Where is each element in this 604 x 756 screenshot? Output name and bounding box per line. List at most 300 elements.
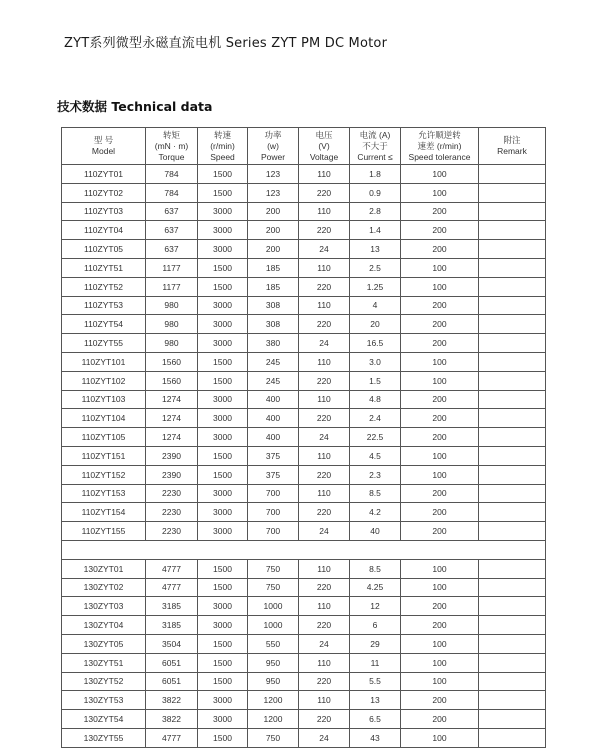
table-cell-power: 380 — [248, 334, 299, 353]
table-cell-torque: 1274 — [146, 390, 198, 409]
document-title: ZYT系列微型永磁直流电机 Series ZYT PM DC Motor — [64, 36, 388, 51]
table-cell-model: 130ZYT02 — [62, 578, 146, 597]
table-body — [62, 165, 546, 748]
table-cell-voltage: 110 — [299, 390, 350, 409]
table-cell-speed: 3000 — [198, 296, 248, 315]
table-row — [62, 691, 546, 710]
table-cell-torque: 1560 — [146, 371, 198, 390]
column-header-line: 不大于 — [362, 140, 388, 151]
table-row — [62, 334, 546, 353]
column-header-speed-tolerance — [401, 128, 479, 165]
table-cell-remark — [479, 296, 546, 315]
table-cell-voltage: 220 — [299, 183, 350, 202]
table-cell-remark — [479, 672, 546, 691]
column-header-speed — [198, 128, 248, 165]
table-row — [62, 165, 546, 184]
table-cell-voltage: 110 — [299, 653, 350, 672]
table-cell-speed: 1500 — [198, 465, 248, 484]
table-cell-power: 400 — [248, 390, 299, 409]
table-cell-power: 750 — [248, 578, 299, 597]
column-header-line: 功率 — [264, 129, 282, 140]
table-cell-voltage: 24 — [299, 240, 350, 259]
table-cell-voltage: 24 — [299, 428, 350, 447]
table-row — [62, 672, 546, 691]
column-header-model — [62, 128, 146, 165]
table-cell-model: 130ZYT53 — [62, 691, 146, 710]
table-cell-remark — [479, 616, 546, 635]
table-cell-speed: 1500 — [198, 559, 248, 578]
table-row — [62, 315, 546, 334]
column-header-line: Speed — [210, 151, 235, 162]
table-cell-power: 245 — [248, 352, 299, 371]
table-cell-torque: 2390 — [146, 446, 198, 465]
table-cell-torque: 1274 — [146, 428, 198, 447]
table-cell-voltage: 220 — [299, 371, 350, 390]
table-cell-speed: 3000 — [198, 390, 248, 409]
table-cell-voltage: 220 — [299, 503, 350, 522]
table-cell-voltage: 110 — [299, 296, 350, 315]
table-cell-torque: 2230 — [146, 503, 198, 522]
table-cell-current: 1.8 — [350, 165, 401, 184]
table-cell-speed-tolerance: 200 — [401, 221, 479, 240]
column-header-line: Torque — [158, 151, 185, 162]
table-cell-torque: 784 — [146, 183, 198, 202]
table-row — [62, 578, 546, 597]
table-cell-current: 8.5 — [350, 484, 401, 503]
table-cell-model: 110ZYT155 — [62, 522, 146, 541]
table-cell-torque: 637 — [146, 202, 198, 221]
table-cell-speed-tolerance: 100 — [401, 371, 479, 390]
table-cell-model: 130ZYT54 — [62, 710, 146, 729]
table-row — [62, 390, 546, 409]
table-cell-speed: 3000 — [198, 597, 248, 616]
column-header-line: 电流 (A) — [359, 129, 391, 140]
table-cell-voltage: 24 — [299, 334, 350, 353]
table-cell-remark — [479, 390, 546, 409]
table-cell-model: 110ZYT104 — [62, 409, 146, 428]
table-row — [62, 240, 546, 259]
column-header-line: Current ≤ — [357, 151, 393, 162]
table-cell-current: 4.25 — [350, 578, 401, 597]
table-cell-voltage: 220 — [299, 578, 350, 597]
table-row — [62, 277, 546, 296]
table-cell-current: 11 — [350, 653, 401, 672]
table-cell-remark — [479, 240, 546, 259]
table-cell-current: 4 — [350, 296, 401, 315]
table-cell-power: 308 — [248, 296, 299, 315]
table-cell-voltage: 110 — [299, 559, 350, 578]
table-cell-speed-tolerance: 200 — [401, 240, 479, 259]
table-cell-speed: 3000 — [198, 428, 248, 447]
table-cell-remark — [479, 352, 546, 371]
column-header-line: 允许顺逆转 — [418, 129, 461, 140]
table-cell-current: 5.5 — [350, 672, 401, 691]
table-cell-speed: 1500 — [198, 183, 248, 202]
table-cell-power: 400 — [248, 409, 299, 428]
table-cell-power: 700 — [248, 522, 299, 541]
table-row — [62, 352, 546, 371]
table-cell-remark — [479, 484, 546, 503]
table-cell-speed-tolerance: 100 — [401, 465, 479, 484]
table-cell-speed-tolerance: 200 — [401, 710, 479, 729]
column-header-torque — [146, 128, 198, 165]
table-header-row — [62, 128, 546, 165]
table-cell-speed-tolerance: 200 — [401, 202, 479, 221]
table-cell-model: 130ZYT05 — [62, 634, 146, 653]
column-header-line: 型 号 — [93, 135, 114, 145]
table-cell-remark — [479, 165, 546, 184]
table-cell-model: 110ZYT05 — [62, 240, 146, 259]
column-header-line: Voltage — [309, 151, 339, 162]
column-header-remark — [479, 128, 546, 165]
table-row — [62, 221, 546, 240]
table-cell-speed-tolerance: 200 — [401, 616, 479, 635]
column-header-current — [350, 128, 401, 165]
table-cell-speed: 3000 — [198, 616, 248, 635]
table-cell-remark — [479, 446, 546, 465]
table-cell-speed: 3000 — [198, 484, 248, 503]
table-cell-remark — [479, 710, 546, 729]
table-cell-voltage: 220 — [299, 465, 350, 484]
column-header-line: (w) — [267, 140, 279, 151]
table-cell-speed: 1500 — [198, 446, 248, 465]
table-cell-power: 245 — [248, 371, 299, 390]
table-cell-torque: 2390 — [146, 465, 198, 484]
table-cell-remark — [479, 183, 546, 202]
table-cell-power: 375 — [248, 465, 299, 484]
table-cell-remark — [479, 691, 546, 710]
table-cell-speed-tolerance: 100 — [401, 352, 479, 371]
table-cell-remark — [479, 597, 546, 616]
table-cell-current: 6 — [350, 616, 401, 635]
table-cell-current: 4.5 — [350, 446, 401, 465]
group-separator-row — [62, 540, 546, 559]
table-cell-model: 110ZYT52 — [62, 277, 146, 296]
table-cell-speed: 1500 — [198, 653, 248, 672]
table-row — [62, 653, 546, 672]
table-cell-current: 4.8 — [350, 390, 401, 409]
table-cell-model: 110ZYT102 — [62, 371, 146, 390]
table-cell-power: 700 — [248, 484, 299, 503]
table-row — [62, 446, 546, 465]
table-cell-speed-tolerance: 200 — [401, 503, 479, 522]
table-cell-power: 375 — [248, 446, 299, 465]
table-cell-speed-tolerance: 200 — [401, 315, 479, 334]
table-cell-model: 110ZYT54 — [62, 315, 146, 334]
table-cell-voltage: 24 — [299, 634, 350, 653]
table-cell-power: 1200 — [248, 691, 299, 710]
table-cell-speed-tolerance: 200 — [401, 522, 479, 541]
table-cell-torque: 4777 — [146, 578, 198, 597]
table-cell-remark — [479, 522, 546, 541]
table-cell-current: 20 — [350, 315, 401, 334]
table-cell-speed: 3000 — [198, 240, 248, 259]
table-cell-torque: 980 — [146, 315, 198, 334]
table-cell-voltage: 110 — [299, 597, 350, 616]
table-cell-speed-tolerance: 200 — [401, 409, 479, 428]
table-cell-voltage: 220 — [299, 616, 350, 635]
table-cell-torque: 980 — [146, 334, 198, 353]
table-cell-torque: 784 — [146, 165, 198, 184]
table-cell-voltage: 110 — [299, 484, 350, 503]
group-separator-cell — [62, 540, 546, 559]
table-cell-current: 1.25 — [350, 277, 401, 296]
table-cell-model: 110ZYT105 — [62, 428, 146, 447]
table-cell-current: 0.9 — [350, 183, 401, 202]
table-cell-power: 1200 — [248, 710, 299, 729]
table-cell-voltage: 220 — [299, 277, 350, 296]
table-cell-remark — [479, 221, 546, 240]
column-header-line: Speed tolerance — [408, 151, 471, 162]
table-cell-model: 130ZYT52 — [62, 672, 146, 691]
table-cell-current: 1.4 — [350, 221, 401, 240]
table-cell-current: 2.4 — [350, 409, 401, 428]
column-header-line: 附注 — [503, 135, 521, 145]
table-cell-speed-tolerance: 100 — [401, 183, 479, 202]
table-row — [62, 597, 546, 616]
table-cell-voltage: 24 — [299, 522, 350, 541]
table-cell-power: 123 — [248, 183, 299, 202]
table-cell-model: 130ZYT55 — [62, 728, 146, 747]
table-cell-speed: 3000 — [198, 710, 248, 729]
table-cell-speed-tolerance: 100 — [401, 653, 479, 672]
column-header-voltage — [299, 128, 350, 165]
table-cell-voltage: 110 — [299, 691, 350, 710]
table-row — [62, 371, 546, 390]
table-cell-current: 22.5 — [350, 428, 401, 447]
table-cell-power: 123 — [248, 165, 299, 184]
table-cell-torque: 2230 — [146, 522, 198, 541]
table-cell-remark — [479, 428, 546, 447]
table-cell-torque: 1274 — [146, 409, 198, 428]
table-row — [62, 296, 546, 315]
table-cell-speed-tolerance: 100 — [401, 277, 479, 296]
table-cell-power: 1000 — [248, 597, 299, 616]
column-header-line: (mN · m) — [154, 140, 189, 151]
table-cell-voltage: 110 — [299, 258, 350, 277]
table-cell-torque: 3185 — [146, 597, 198, 616]
table-cell-torque: 3185 — [146, 616, 198, 635]
table-cell-speed: 3000 — [198, 221, 248, 240]
table-cell-remark — [479, 465, 546, 484]
table-cell-model: 110ZYT103 — [62, 390, 146, 409]
table-cell-power: 750 — [248, 559, 299, 578]
table-cell-model: 110ZYT101 — [62, 352, 146, 371]
table-cell-model: 110ZYT53 — [62, 296, 146, 315]
table-cell-remark — [479, 653, 546, 672]
table-cell-speed: 1500 — [198, 277, 248, 296]
table-cell-remark — [479, 202, 546, 221]
table-cell-torque: 3504 — [146, 634, 198, 653]
table-cell-model: 130ZYT04 — [62, 616, 146, 635]
table-cell-current: 3.0 — [350, 352, 401, 371]
column-header-line: 速差 (r/min) — [417, 140, 462, 151]
table-cell-speed: 1500 — [198, 634, 248, 653]
table-row — [62, 465, 546, 484]
table-cell-remark — [479, 559, 546, 578]
table-cell-remark — [479, 409, 546, 428]
table-cell-remark — [479, 503, 546, 522]
table-cell-current: 12 — [350, 597, 401, 616]
table-cell-model: 130ZYT03 — [62, 597, 146, 616]
table-cell-voltage: 24 — [299, 728, 350, 747]
table-cell-torque: 2230 — [146, 484, 198, 503]
column-header-line: 电压 — [315, 129, 333, 140]
table-row — [62, 522, 546, 541]
table-cell-model: 130ZYT51 — [62, 653, 146, 672]
table-cell-power: 200 — [248, 240, 299, 259]
table-cell-speed: 1500 — [198, 672, 248, 691]
table-cell-torque: 637 — [146, 240, 198, 259]
table-cell-torque: 1177 — [146, 258, 198, 277]
table-cell-model: 110ZYT03 — [62, 202, 146, 221]
table-cell-current: 40 — [350, 522, 401, 541]
table-cell-current: 2.8 — [350, 202, 401, 221]
table-cell-voltage: 220 — [299, 315, 350, 334]
table-cell-voltage: 220 — [299, 221, 350, 240]
table-cell-speed: 3000 — [198, 202, 248, 221]
table-cell-speed-tolerance: 100 — [401, 672, 479, 691]
table-cell-model: 110ZYT01 — [62, 165, 146, 184]
table-cell-remark — [479, 277, 546, 296]
column-header-line: 转矩 — [162, 129, 180, 140]
table-cell-speed: 1500 — [198, 578, 248, 597]
table-row — [62, 616, 546, 635]
table-cell-torque: 3822 — [146, 710, 198, 729]
table-cell-speed-tolerance: 100 — [401, 258, 479, 277]
table-cell-torque: 6051 — [146, 653, 198, 672]
table-cell-power: 950 — [248, 653, 299, 672]
table-cell-torque: 1560 — [146, 352, 198, 371]
table-cell-current: 29 — [350, 634, 401, 653]
table-cell-model: 110ZYT151 — [62, 446, 146, 465]
table-cell-power: 550 — [248, 634, 299, 653]
table-cell-speed-tolerance: 100 — [401, 728, 479, 747]
table-cell-speed: 1500 — [198, 371, 248, 390]
table-cell-current: 2.5 — [350, 258, 401, 277]
table-cell-power: 200 — [248, 221, 299, 240]
table-cell-speed-tolerance: 200 — [401, 334, 479, 353]
table-cell-current: 13 — [350, 691, 401, 710]
table-row — [62, 634, 546, 653]
column-header-line: Remark — [497, 146, 527, 156]
table-cell-current: 43 — [350, 728, 401, 747]
column-header-line: Power — [260, 151, 286, 162]
table-cell-voltage: 110 — [299, 352, 350, 371]
table-cell-current: 6.5 — [350, 710, 401, 729]
table-cell-model: 110ZYT153 — [62, 484, 146, 503]
table-cell-current: 4.2 — [350, 503, 401, 522]
table-cell-speed: 3000 — [198, 522, 248, 541]
table-row — [62, 559, 546, 578]
column-header-line: Model — [91, 146, 116, 156]
table-cell-voltage: 110 — [299, 165, 350, 184]
table-cell-current: 8.5 — [350, 559, 401, 578]
table-cell-model: 110ZYT04 — [62, 221, 146, 240]
table-cell-torque: 3822 — [146, 691, 198, 710]
table-cell-power: 185 — [248, 277, 299, 296]
table-cell-remark — [479, 334, 546, 353]
table-cell-voltage: 220 — [299, 409, 350, 428]
table-row — [62, 484, 546, 503]
table-cell-voltage: 110 — [299, 446, 350, 465]
table-cell-remark — [479, 634, 546, 653]
table-cell-power: 308 — [248, 315, 299, 334]
table-cell-torque: 4777 — [146, 728, 198, 747]
table-cell-current: 13 — [350, 240, 401, 259]
technical-data-table-wrapper — [61, 127, 545, 748]
section-title: 技术数据 Technical data — [57, 99, 213, 114]
table-cell-current: 16.5 — [350, 334, 401, 353]
column-header-power — [248, 128, 299, 165]
table-cell-speed: 1500 — [198, 352, 248, 371]
table-row — [62, 183, 546, 202]
table-cell-voltage: 220 — [299, 710, 350, 729]
table-cell-speed: 3000 — [198, 334, 248, 353]
table-cell-remark — [479, 728, 546, 747]
table-cell-speed: 1500 — [198, 728, 248, 747]
table-cell-speed-tolerance: 100 — [401, 165, 479, 184]
table-cell-speed-tolerance: 100 — [401, 559, 479, 578]
table-cell-model: 110ZYT152 — [62, 465, 146, 484]
table-row — [62, 503, 546, 522]
table-cell-speed: 3000 — [198, 691, 248, 710]
column-header-line: (r/min) — [210, 140, 235, 151]
table-cell-remark — [479, 578, 546, 597]
table-cell-speed-tolerance: 100 — [401, 578, 479, 597]
column-header-line: (V) — [318, 140, 330, 151]
table-row — [62, 710, 546, 729]
technical-data-table — [61, 127, 546, 748]
table-cell-torque: 637 — [146, 221, 198, 240]
table-row — [62, 728, 546, 747]
table-cell-power: 200 — [248, 202, 299, 221]
column-header-line: 转速 — [213, 129, 231, 140]
table-cell-remark — [479, 315, 546, 334]
table-row — [62, 202, 546, 221]
table-cell-speed: 3000 — [198, 315, 248, 334]
table-cell-torque: 6051 — [146, 672, 198, 691]
table-cell-speed: 3000 — [198, 503, 248, 522]
table-cell-voltage: 110 — [299, 202, 350, 221]
table-cell-current: 2.3 — [350, 465, 401, 484]
table-cell-model: 110ZYT02 — [62, 183, 146, 202]
table-cell-speed: 3000 — [198, 409, 248, 428]
table-cell-speed-tolerance: 200 — [401, 296, 479, 315]
table-cell-speed-tolerance: 200 — [401, 597, 479, 616]
table-cell-model: 110ZYT51 — [62, 258, 146, 277]
table-cell-model: 110ZYT154 — [62, 503, 146, 522]
table-cell-model: 110ZYT55 — [62, 334, 146, 353]
table-cell-remark — [479, 258, 546, 277]
table-cell-torque: 980 — [146, 296, 198, 315]
table-cell-speed-tolerance: 200 — [401, 691, 479, 710]
table-cell-power: 185 — [248, 258, 299, 277]
table-cell-torque: 4777 — [146, 559, 198, 578]
table-cell-power: 1000 — [248, 616, 299, 635]
table-cell-torque: 1177 — [146, 277, 198, 296]
table-row — [62, 258, 546, 277]
table-cell-model: 130ZYT01 — [62, 559, 146, 578]
table-cell-power: 700 — [248, 503, 299, 522]
table-cell-voltage: 220 — [299, 672, 350, 691]
table-cell-current: 1.5 — [350, 371, 401, 390]
table-cell-speed: 1500 — [198, 258, 248, 277]
table-cell-speed-tolerance: 200 — [401, 484, 479, 503]
table-cell-speed-tolerance: 100 — [401, 446, 479, 465]
table-cell-power: 950 — [248, 672, 299, 691]
table-cell-speed-tolerance: 200 — [401, 428, 479, 447]
